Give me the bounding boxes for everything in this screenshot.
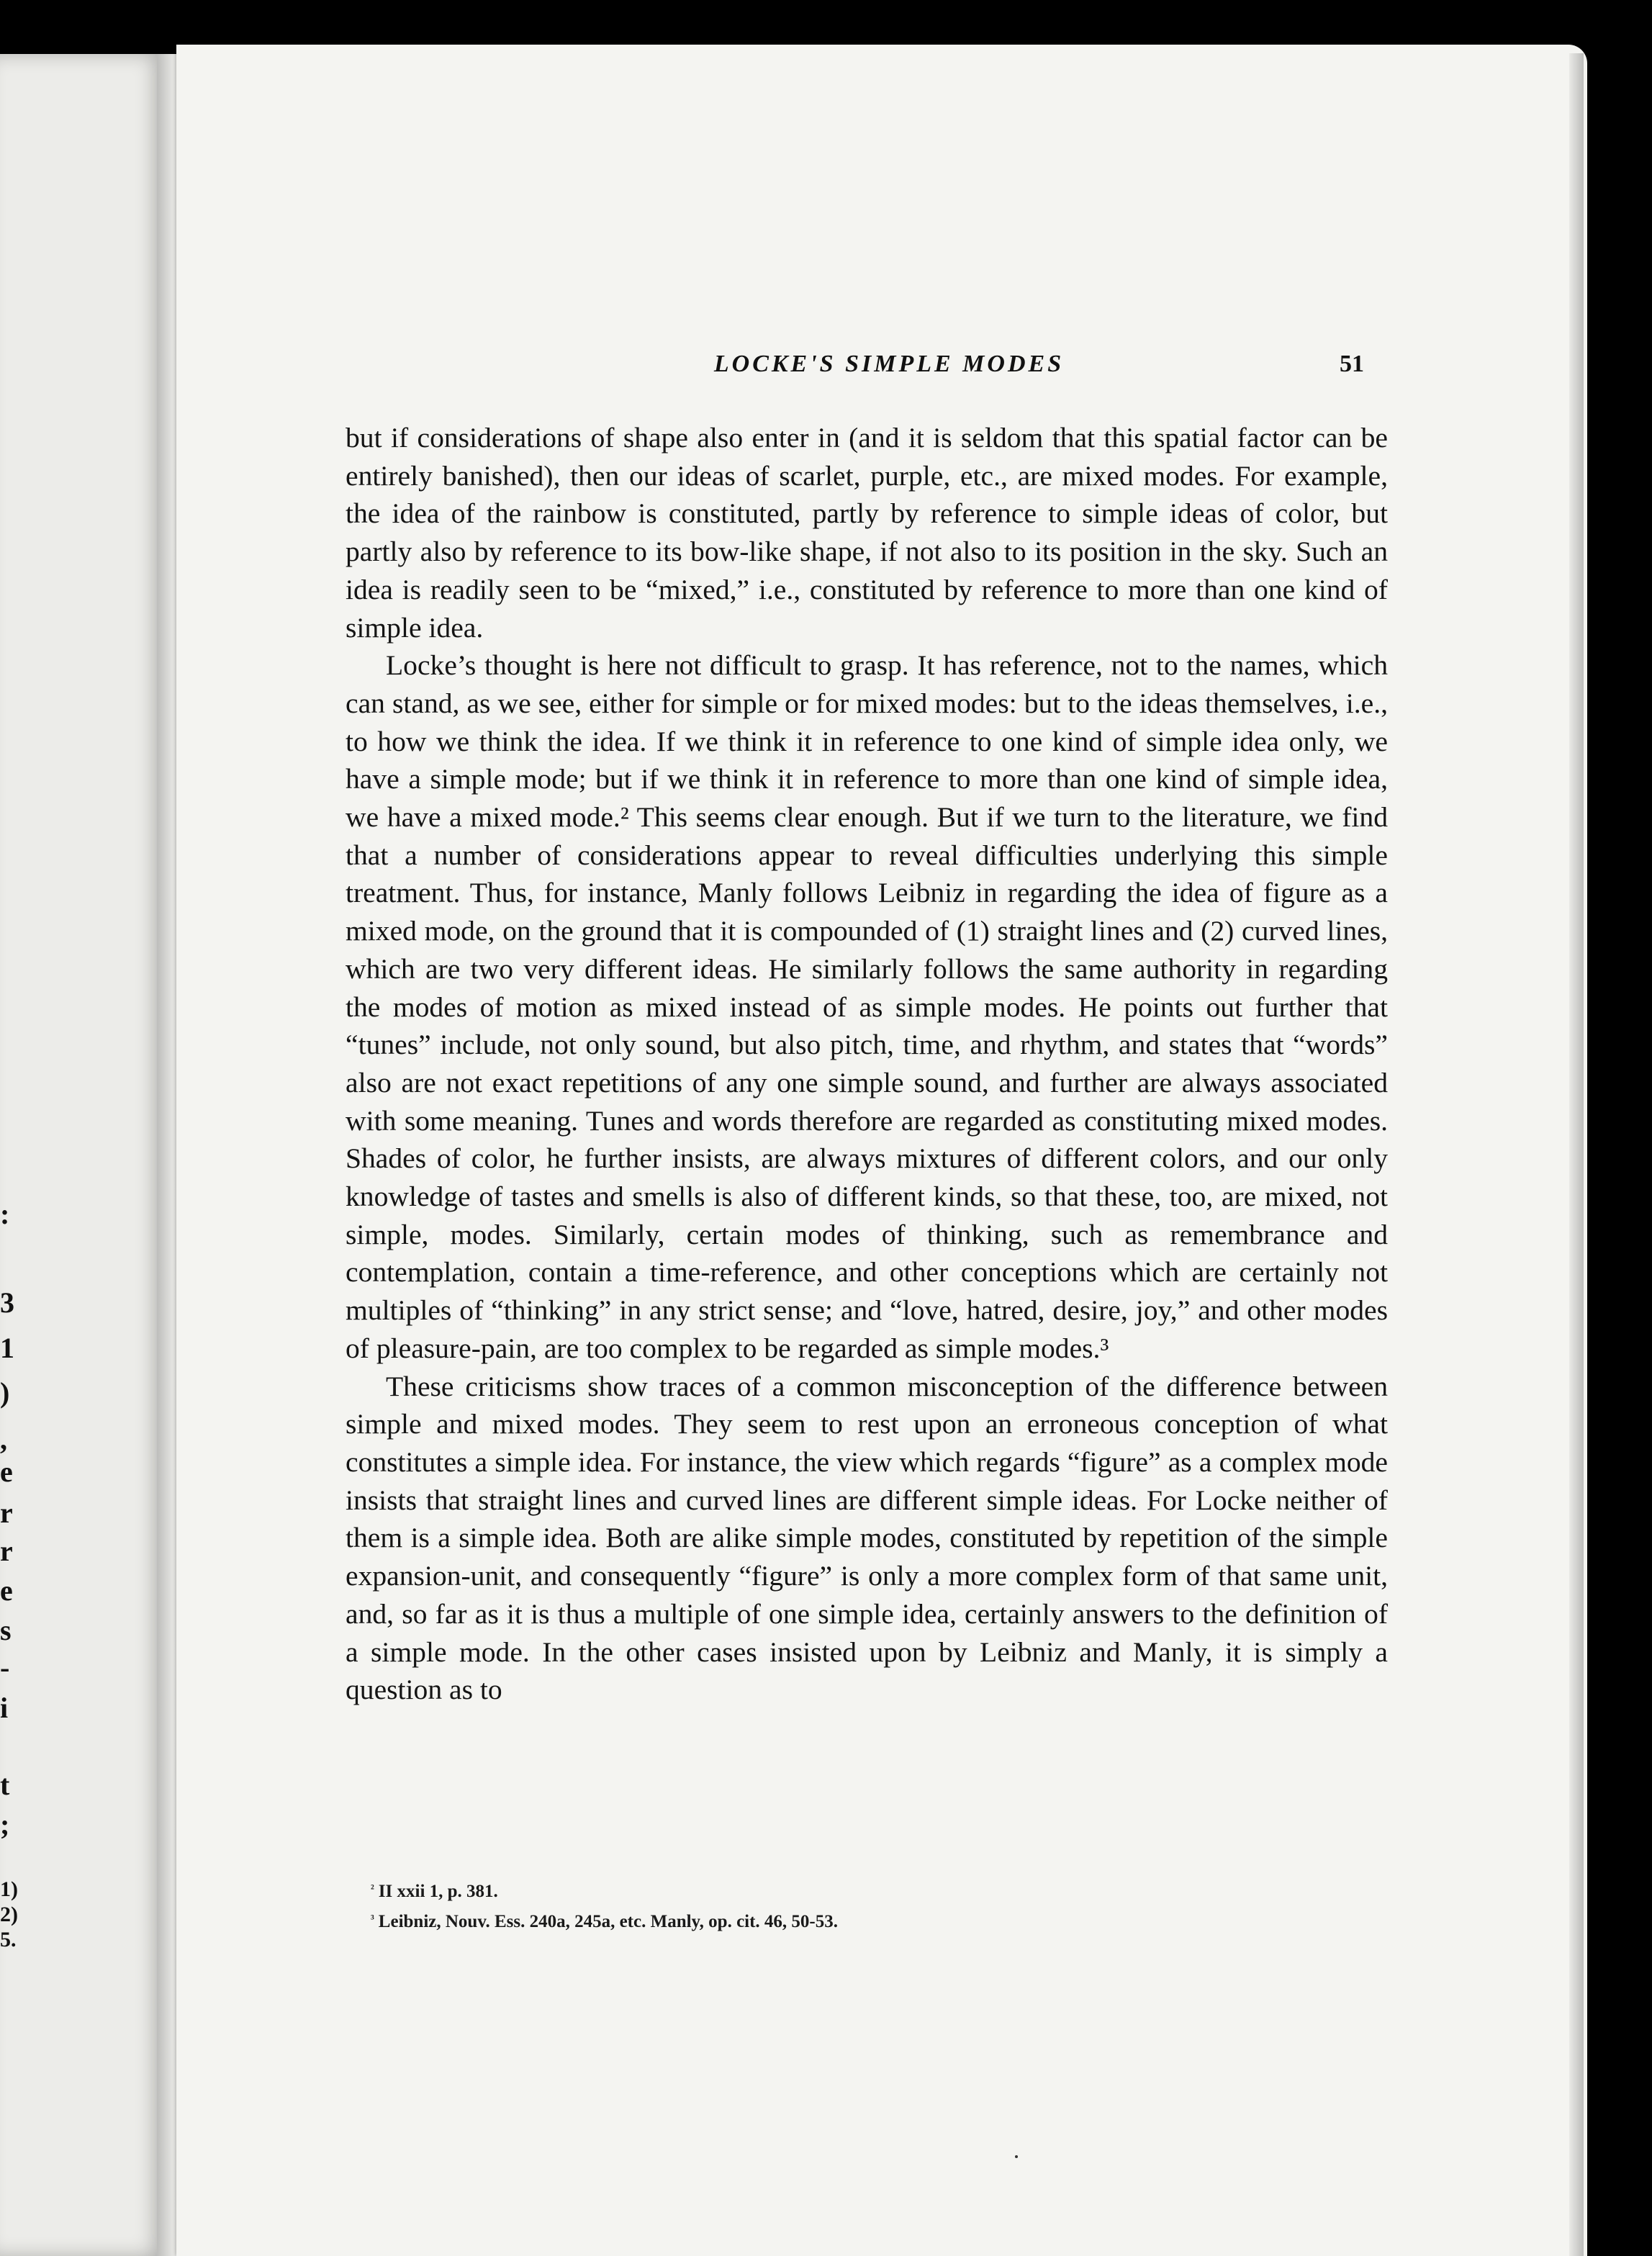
edge-char: 1 <box>0 1332 14 1364</box>
edge-char: : <box>0 1198 10 1230</box>
paragraph: These criticisms show traces of a common misconception of the difference between simple and mixed modes. They seem to rest upon an erroneous conception of what constitutes a simple idea. For instance, the view which regards “figure” as a complex mode insists that straight lines and curved lines are different simple ideas. For Locke neither of them is a simple idea. Both are alike simple modes, constituted by repetition of the simple expansion-unit, and consequently “figure” is only a more complex form of that same unit, and, so far as it is thus a multiple of one simple idea, certainly answers to the definition of a simple mode. In the other cases insisted upon by Leibniz and Manly, it is simply a question as to <box>346 1370 1388 1706</box>
page-right-edge <box>1569 53 1584 2256</box>
edge-char: 5. <box>0 1928 17 1952</box>
edge-char: 3 <box>0 1286 14 1319</box>
edge-char: , <box>0 1423 7 1456</box>
running-head <box>176 351 1537 394</box>
footnote-mark: ³ <box>371 1913 374 1926</box>
running-head-title: LOCKE'S SIMPLE MODES <box>713 351 1065 377</box>
footnote-mark: ² <box>371 1883 374 1895</box>
edge-char: ; <box>0 1808 10 1841</box>
footnote <box>371 1905 1393 1936</box>
edge-char: 1) <box>0 1877 18 1901</box>
edge-char: r <box>0 1535 13 1567</box>
body-text <box>346 419 1388 1709</box>
edge-char: r <box>0 1497 13 1529</box>
edge-char: - <box>0 1651 10 1684</box>
footnote-text: Leibniz, Nouv. Ess. 240a, 245a, etc. Manly, op. cit. 46, 50-53. <box>378 1912 839 1931</box>
paragraph: Locke’s thought is here not difficult to grasp. It has reference, not to the names, which can stand, as we see, either for simple or for mixed modes: but to the ideas themselves, i.e., to how we think the idea. If we think it in reference to one kind of simple idea only, we have a simple mode; but if we think it in reference to more than one kind of simple idea, we have a mixed mode.² This seems clear enough. But if we turn to the literature, we find that a number of considerations appear to reveal difficulties underlying this simple treatment. Thus, for instance, Manly follows Leibniz in regarding the idea of figure as a mixed mode, on the ground that it is compounded of (1) straight lines and (2) curved lines, which are two very different ideas. He similarly follows the same authority in regarding the modes of motion as mixed instead of as simple modes. He points out further that “tunes” include, not only sound, but also pitch, time, and rhythm, and states that “words” also are not exact repetitions of any one simple sound, and further are always associated with some meaning. Tunes and words therefore are regarded as constituting mixed modes. Shades of color, he further insists, are always mixtures of different colors, and our only knowledge of tastes and smells is also of different kinds, so that these, too, are mixed, not simple, modes. Similarly, certain modes of thinking, such as remembrance and contemplation, contain a time-reference, and other conceptions which are certainly not multiples of “thinking” in any strict sense; and “love, hatred, desire, joy,” and other modes of pleasure-pain, are too complex to be regarded as simple modes.³ <box>346 649 1388 1364</box>
edge-char: t <box>0 1769 10 1801</box>
page-number: 51 <box>1340 351 1364 377</box>
edge-char: s <box>0 1614 12 1646</box>
facing-page-edge <box>0 54 167 2256</box>
edge-char: e <box>0 1574 13 1607</box>
footnotes <box>371 1875 1393 1936</box>
edge-char: i <box>0 1692 9 1724</box>
footnote <box>371 1875 1393 1905</box>
edge-char: ) <box>0 1376 10 1409</box>
paragraph: but if considerations of shape also enter in (and it is seldom that this spatial factor can be entirely banished), then our ideas of scarlet, purple, etc., are mixed modes. For example, the idea of the rainbow is constituted, partly by reference to simple ideas of color, but partly also by reference to its bow-like shape, if not also to its position in the sky. Such an idea is readily seen to be “mixed,” i.e., constituted by reference to more than one kind of simple idea. <box>346 422 1388 644</box>
book-page <box>176 45 1587 2256</box>
edge-char: 2) <box>0 1903 18 1926</box>
paper-speck <box>1015 2155 1018 2158</box>
edge-char: e <box>0 1456 13 1488</box>
footnote-text: II xxii 1, p. 381. <box>378 1882 498 1901</box>
